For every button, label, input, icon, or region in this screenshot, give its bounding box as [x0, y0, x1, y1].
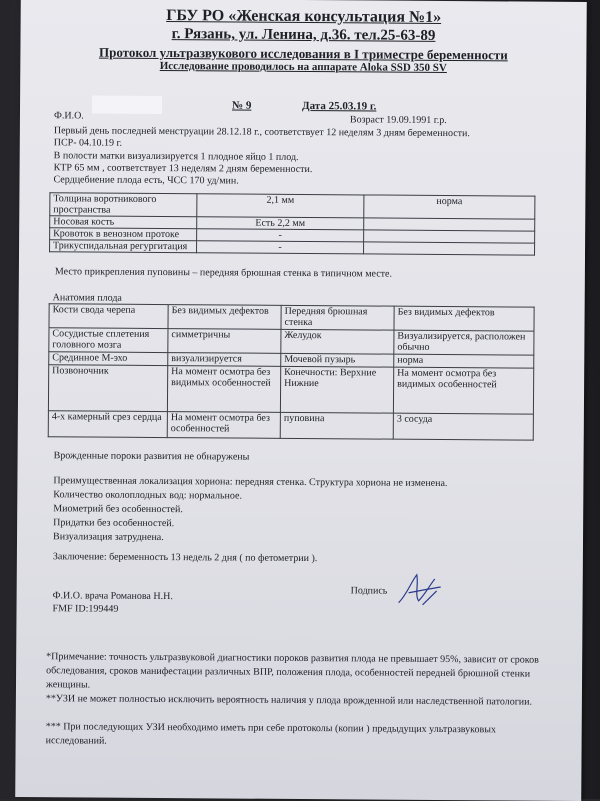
anatomy-cell: Конечности: Верхние Нижние: [280, 366, 393, 413]
note-accuracy: *Примечание: точность ультразвуковой диагностики пороков развития плода не превышает 95%, зависит от сроков обследования, сроков манифестации различных ВПР, положения плода, особенностей передней брюшной стенки женщины.: [45, 651, 539, 691]
anatomy-cell: норма: [394, 354, 534, 368]
cord-attachment: Место прикрепления пуповины – передняя брюшная стенка в типичном месте.: [54, 266, 393, 280]
fmf-id: FMF ID:199449: [52, 603, 119, 615]
note-protocols: *** При последующих УЗИ необходимо иметь при себе протоколы (копии ) предыдущих ультразвуковых исследований.: [45, 721, 497, 747]
signature-scribble: [389, 565, 449, 615]
measurement-value: -: [197, 229, 364, 242]
defects-line: Врожденные пороки развития не обнаружены: [53, 450, 250, 463]
measurement-note: [364, 242, 535, 255]
measurement-label: Носовая кость: [50, 216, 197, 229]
org-address: г. Рязань, ул. Ленина, д.36. тел.25-63-89: [171, 26, 436, 44]
table-row: [48, 365, 533, 414]
anatomy-cell: Передняя брюшная стенка: [281, 305, 394, 330]
measurement-note: норма: [364, 195, 535, 219]
org-name: ГБУ РО «Женская консультация №1»: [166, 7, 442, 26]
record-date: Дата 25.03.19 г.: [302, 100, 377, 113]
anatomy-cell: На момент осмотра без особенностей: [167, 412, 280, 439]
lmp-line: Первый день последней менструации 28.12.18 г., соответствует 12 неделям 3 дням беременности.: [53, 125, 470, 140]
anatomy-cell: пуповина: [280, 412, 393, 439]
device-line: Исследование проводилось на аппарате Aloka SSD 350 SV: [159, 60, 447, 75]
anatomy-table: [48, 303, 535, 440]
heartbeat-line: Сердцебиение плода есть, ЧСС 170 уд/мин.: [53, 174, 239, 187]
anatomy-cell: симметричны: [168, 329, 281, 354]
ktr-line: КТР 65 мм , соответствует 13 неделям 2 дням беременности.: [53, 162, 313, 176]
measurement-value: Есть 2,2 мм: [197, 217, 364, 230]
measurement-label: Кровоток в венозном протоке: [50, 228, 197, 241]
signature-label: Подпись: [350, 585, 388, 597]
anatomy-cell: Сосудистые сплетения головного мозга: [49, 328, 168, 353]
anatomy-cell: 3 сосуда: [393, 413, 533, 440]
chorion-line: Преимущественная локализация хориона: передняя стенка. Структура хориона не изменена.: [53, 475, 448, 490]
fio-label: Ф.И.О.: [53, 110, 84, 122]
anatomy-title: Анатомия плода: [52, 292, 122, 304]
anatomy-cell: Визуализируется, расположен обычно: [394, 330, 534, 355]
anatomy-cell: Желудок: [281, 329, 394, 354]
anatomy-cell: Кости свода черепа: [49, 304, 168, 329]
edd-line: ПСР- 04.10.19 г.: [53, 137, 123, 149]
anatomy-cell: На момент осмотра без видимых особенностей: [393, 367, 533, 414]
protocol-title: Протокол ультразвукового исследования в I триместре беременности: [98, 44, 508, 63]
measurement-label: Толщина воротникового пространства: [50, 193, 197, 217]
fluid-line: Количество околоплодных вод: нормальное.: [53, 489, 243, 502]
table-row: [50, 193, 535, 219]
table-row: [48, 411, 533, 440]
visualization-line: Визуализация затруднена.: [52, 531, 164, 544]
record-number: № 9: [232, 99, 252, 112]
uterus-line: В полости матки визуализируется 1 плодное яйцо 1 плод.: [53, 150, 299, 163]
myometrium-line: Миометрий без особенностей.: [53, 503, 183, 516]
measurement-value: 2,1 мм: [197, 194, 364, 218]
anatomy-cell: Мочевой пузырь: [281, 353, 394, 367]
table-row: [49, 328, 534, 355]
anatomy-cell: Срединное М-эхо: [49, 352, 168, 366]
note-limitation: **УЗИ не может полностью исключить вероятность наличия у плода врожденной или наследственной патологии.: [45, 693, 533, 708]
document-page: [15, 0, 587, 801]
doctor-name: Ф.И.О. врача Романова Н.Н.: [52, 590, 173, 603]
measurement-label: Трикуспидальная регургитация: [50, 240, 197, 253]
appendages-line: Придатки без особенностей.: [53, 517, 175, 530]
anatomy-cell: Позвоночник: [48, 365, 167, 412]
anatomy-cell: визуализируется: [168, 353, 281, 367]
table-row: [49, 304, 534, 331]
measurements-table: [49, 192, 535, 255]
table-row: [50, 240, 535, 255]
anatomy-cell: На момент осмотра без видимых особенностей: [167, 366, 280, 413]
conclusion-line: Заключение: беременность 13 недель 2 дня ( по фетометрии ).: [52, 551, 318, 565]
age-line: Возраст 19.09.1991 г.р.: [349, 114, 447, 127]
redacted-name: [92, 96, 162, 114]
anatomy-cell: Без видимых дефектов: [394, 306, 534, 331]
measurement-value: -: [197, 241, 364, 254]
anatomy-cell: 4-х камерный срез сердца: [48, 411, 167, 438]
anatomy-cell: Без видимых дефектов: [168, 305, 281, 330]
